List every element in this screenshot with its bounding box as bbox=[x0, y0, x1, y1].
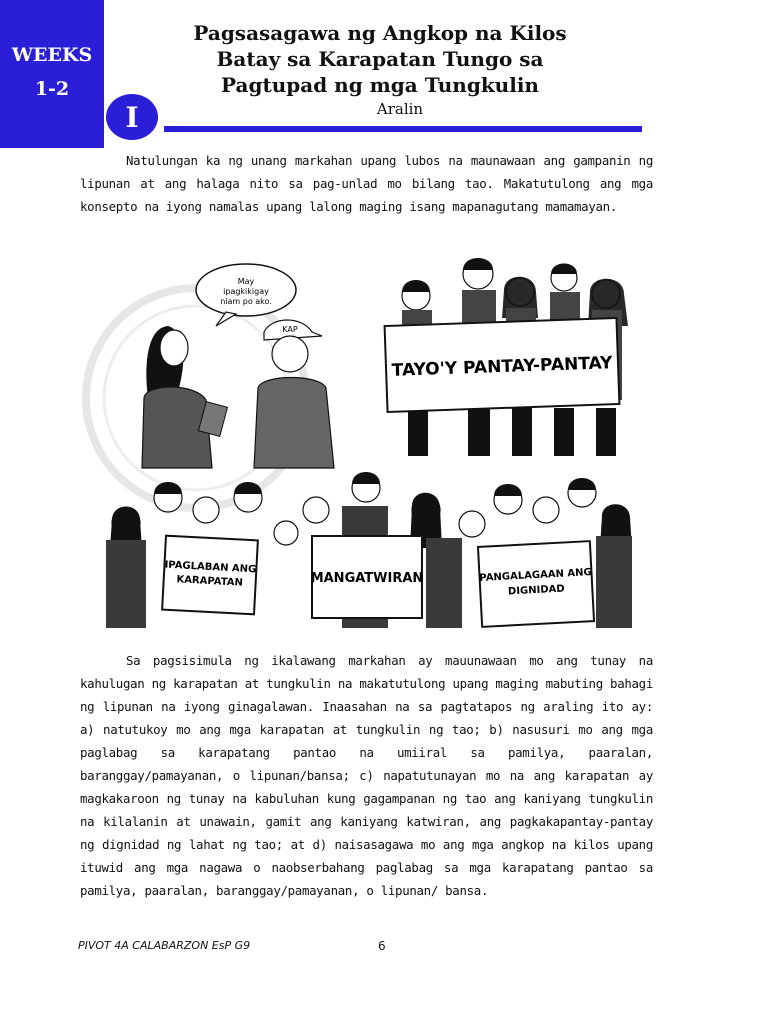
sign-dignity-line: PANGALAGAAN ANG bbox=[479, 567, 592, 584]
boy-face bbox=[272, 336, 308, 372]
body-text: Sa pagsisimula ng ikalawang markahan ay mauunawaan mo ang tunay na kahulugan ng karapatan at tungkulin na makatutulong upang maging mabuting bahagi ng lipunan na iyong ginagalawan. Inaasahan na sa pagtatapos ng araling ito ay: a) natutukoy mo ang mga karapatan at tungkulin ng tao; b) nasusuri mo ang mga paglabag sa karapatang pantao na umiiral sa pamilya, paaralan, baranggay/pamayanan, o lipunan/bansa; c) napatutunayan mo na ang karapatan ay magkakaroon ng tunay na kabuluhan kung gagampanan ng tao ang kaniyang tungkulin na kilalanin at unawain, gamit ang kaniyang katwiran, ang pagkakapantay-pantay ng dignidad ng lahat ng tao; at d) naisasagawa mo ang mga angkop na kilos upang ituwid ang mga nagawa o naobserbahang paglabag sa mga karapatang pantao sa pamilya, paaralan, baranggay/pamayanan, o lipunan/ bansa. bbox=[80, 653, 653, 898]
body-paragraph bbox=[80, 649, 653, 902]
person-head bbox=[533, 497, 559, 523]
person-hair bbox=[568, 478, 596, 490]
person-hair bbox=[463, 258, 493, 270]
person-hair bbox=[352, 472, 380, 484]
page-title bbox=[160, 20, 600, 98]
person-torso bbox=[426, 538, 462, 628]
person-legs bbox=[596, 408, 616, 456]
person-legs bbox=[512, 408, 532, 456]
person-hair bbox=[494, 484, 522, 496]
title-line: Pagsasagawa ng Angkop na Kilos bbox=[193, 21, 567, 45]
page-subtitle: Aralin bbox=[376, 100, 424, 118]
person-head bbox=[459, 511, 485, 537]
woman-face bbox=[160, 330, 188, 366]
rights-crowd bbox=[106, 472, 632, 628]
speech-bubble-tail bbox=[216, 312, 236, 326]
cap-text: KAP bbox=[282, 325, 298, 334]
equality-group bbox=[385, 258, 628, 456]
intro-text: Natulungan ka ng unang markahan upang lubos na maunawaan ang gampanin ng lipunan at ang halaga nito sa pag-unlad mo bilang tao. Makatutulong ang mga konsepto na iyong namalas upang lalong maging isang mapanagutang mamamayan. bbox=[80, 153, 653, 214]
person-legs bbox=[468, 408, 490, 456]
title-divider bbox=[164, 126, 642, 132]
person-hair bbox=[551, 264, 577, 275]
weeks-range: 1-2 bbox=[34, 78, 70, 100]
sign-equality: TAYO'Y PANTAY-PANTAY bbox=[391, 353, 613, 381]
speech-line: niam po ako. bbox=[220, 297, 272, 306]
person-torso bbox=[596, 536, 632, 628]
person-hair bbox=[234, 482, 262, 494]
person-legs bbox=[408, 408, 428, 456]
person-head bbox=[274, 521, 298, 545]
rights-illustration bbox=[76, 248, 636, 632]
person-legs bbox=[554, 408, 574, 456]
footer-source: PIVOT 4A CALABARZON EsP G9 bbox=[78, 939, 251, 952]
speech-line: May bbox=[237, 277, 255, 286]
sign-dignity-line: DIGNIDAD bbox=[507, 583, 565, 598]
person-hair bbox=[402, 280, 430, 292]
sign-reason: MANGATWIRAN bbox=[310, 571, 424, 586]
person-hair bbox=[154, 482, 182, 494]
person-head bbox=[303, 497, 329, 523]
page-number: 6 bbox=[378, 939, 386, 953]
weeks-badge bbox=[0, 0, 104, 148]
person-head bbox=[193, 497, 219, 523]
sign-board bbox=[478, 541, 594, 627]
sign-rights-line: KARAPATAN bbox=[176, 574, 244, 589]
speech-line: ipagkikigay bbox=[223, 287, 269, 296]
title-line: Batay sa Karapatan Tungo sa bbox=[216, 47, 544, 71]
person-torso bbox=[106, 540, 146, 628]
weeks-label: WEEKS bbox=[11, 44, 93, 66]
intro-paragraph bbox=[80, 149, 653, 218]
boy-body bbox=[254, 378, 334, 469]
section-letter-badge: I bbox=[106, 94, 158, 140]
sign-rights-line: IPAGLABAN ANG bbox=[164, 559, 257, 576]
title-line: Pagtupad ng mga Tungkulin bbox=[221, 73, 539, 97]
